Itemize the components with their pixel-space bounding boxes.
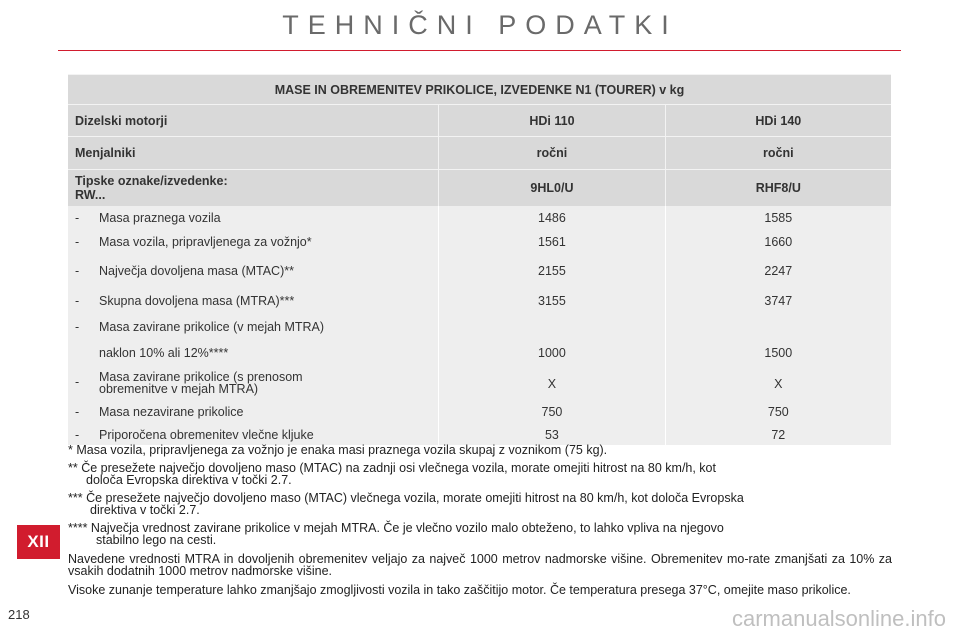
row-value: 53 (439, 424, 665, 445)
row-value: 72 (665, 424, 891, 445)
table-caption-row (68, 75, 891, 105)
row-label: - Priporočena obremenitev vlečne kljuke (68, 424, 439, 445)
table-row (68, 229, 891, 255)
row-label: naklon 10% ali 12%**** (68, 338, 439, 367)
table-header-row (68, 137, 891, 170)
header-label: Menjalniki (68, 137, 439, 170)
header-label-line: Tipske oznake/izvedenke: (75, 174, 228, 188)
row-value: X (439, 367, 665, 400)
row-value: 750 (665, 400, 891, 424)
row-value: 1486 (439, 206, 665, 229)
row-value (665, 315, 891, 338)
row-label: - Masa praznega vozila (68, 206, 439, 229)
table-row (68, 315, 891, 338)
table-row (68, 206, 891, 229)
footnote: * Masa vozila, pripravljenega za vožnjo je enaka masi praznega vozila skupaj z voznikom (75 kg). (68, 443, 608, 457)
header-cell: RHF8/U (665, 170, 891, 207)
row-value: 1585 (665, 206, 891, 229)
table-row (68, 338, 891, 367)
header-cell: ročni (439, 137, 665, 170)
header-cell: 9HL0/U (439, 170, 665, 207)
table-caption: MASE IN OBREMENITEV PRIKOLICE, IZVEDENKE N1 (TOURER) v kg (68, 75, 891, 105)
header-cell: HDi 140 (665, 105, 891, 137)
table-header-row (68, 170, 891, 207)
row-label: - Masa nezavirane prikolice (68, 400, 439, 424)
table-row (68, 400, 891, 424)
title-divider (58, 50, 901, 51)
row-value: 3747 (665, 287, 891, 315)
row-value: 3155 (439, 287, 665, 315)
header-label-line: RW... (75, 188, 106, 202)
footnotes (68, 444, 892, 596)
table-row (68, 367, 891, 400)
footnote: *** Če presežete največjo dovoljeno maso (MTAC) vlečnega vozila, morate omejiti hitrost na 80 km/h, kot določa Evropska direktiva v točki 2.7. (68, 490, 744, 517)
page-number: 218 (8, 607, 30, 622)
table-row (68, 255, 891, 287)
row-value: X (665, 367, 891, 400)
row-value: 2155 (439, 255, 665, 287)
row-value (439, 315, 665, 338)
header-label: Dizelski motorji (68, 105, 439, 137)
row-label: - Skupna dovoljena masa (MTRA)*** (68, 287, 439, 315)
table-row (68, 287, 891, 315)
row-label: - Masa zavirane prikolice (v mejah MTRA) (68, 315, 439, 338)
footnote: ** Če presežete največjo dovoljeno maso (MTAC) na zadnji osi vlečnega vozila, morate omejiti hitrost na 80 km/h, kot določa Evropska direktiva v točki 2.7. (68, 460, 716, 487)
watermark: carmanualsonline.info (731, 606, 946, 631)
row-value: 1660 (665, 229, 891, 255)
specs-table (68, 74, 891, 445)
table-row (68, 424, 891, 445)
header-cell: HDi 110 (439, 105, 665, 137)
row-value: 2247 (665, 255, 891, 287)
row-label: - Največja dovoljena masa (MTAC)** (68, 255, 439, 287)
row-value: 1500 (665, 338, 891, 367)
header-label (68, 170, 439, 207)
footnote: **** Največja vrednost zavirane prikolice v mejah MTRA. Če je vlečno vozilo malo obteženo, to lahko vpliva na njegovo stabilno lego na cesti. (68, 520, 724, 547)
body-paragraph: Visoke zunanje temperature lahko zmanjšajo zmogljivosti vozila in tako zaščitijo motor. Če temperatura presega 37°C, omejite maso prikolice. (68, 582, 851, 597)
table-header-row (68, 105, 891, 137)
row-label: - Masa zavirane prikolice (s prenosom obremenitve v mejah MTRA) (68, 367, 439, 400)
row-label: - Masa vozila, pripravljenega za vožnjo* (68, 229, 439, 255)
row-value: 750 (439, 400, 665, 424)
row-value: 1000 (439, 338, 665, 367)
body-paragraph: Navedene vrednosti MTRA in dovoljenih obremenitev veljajo za največ 1000 metrov nadmorske višine. Obremenitev mo-rate zmanjšati za 10% za vsakih dodatnih 1000 metrov nadmorske višine. (68, 551, 892, 578)
page-title: TEHNIČNI PODATKI (282, 10, 678, 40)
header-cell: ročni (665, 137, 891, 170)
row-value: 1561 (439, 229, 665, 255)
chapter-tab: XII (17, 525, 60, 559)
